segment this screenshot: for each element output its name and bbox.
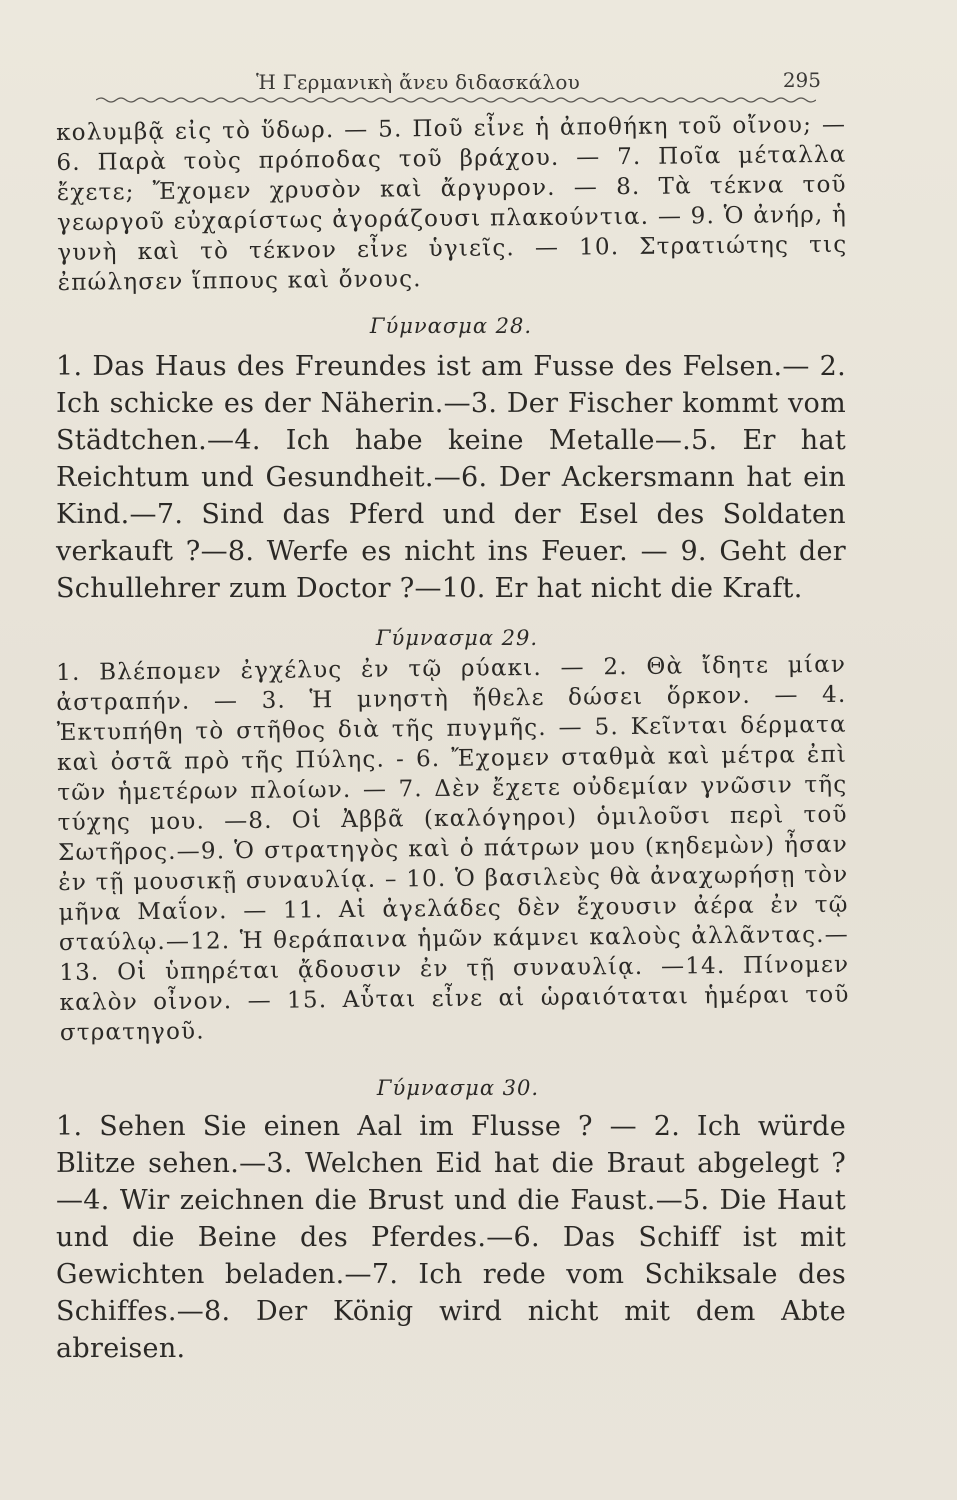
greek-exercise-continued: κολυμβᾷ εἰς τὸ ὕδωρ. — 5. Ποῦ εἶνε ἡ ἀποθήκη τοῦ οἴνου; — 6. Παρὰ τοὺς πρόποδας τοῦ βράχου. — 7. Ποῖα μέταλλα ἔχετε; Ἔχομεν χρυσὸν καὶ ἄργυρον. — 8. Τὰ τέκνα τοῦ γεωργοῦ εὐχαρίστως ἀγοράζουσι πλακούντια. — 9. Ὁ ἀνήρ, ἡ γυνὴ καὶ τὸ τέκνον εἶνε ὑγιεῖς. — 10. Στρατιώτης τις ἐπώλησεν ἵππους καὶ ὄνους.	[56, 111, 848, 296]
page-body	[56, 111, 850, 1364]
header-wavy-rule	[96, 96, 816, 104]
greek-exercise-29: 1. Βλέπομεν ἐγχέλυς ἐν τῷ ρύακι. — 2. Θὰ ἴδητε μίαν ἀστραπήν. — 3. Ἡ μνηστὴ ἤθελε δώσει ὅρκον. — 4. Ἐκτυπήθη τὸ στῆθος διὰ τῆς πυγμῆς. — 5. Κεῖνται δέρματα καὶ ὀστᾶ πρὸ τῆς Πύλης. - 6. Ἔχομεν σταθμὰ καὶ μέτρα ἐπὶ τῶν ἡμετέρων πλοίων. — 7. Δὲν ἔχετε οὐδεμίαν γνῶσιν τῆς τύχης μου. —8. Οἱ Ἀββᾶ (καλόγηροι) ὁμιλοῦσι περὶ τοῦ Σωτῆρος.—9. Ὁ στρατηγὸς καὶ ὁ πάτρων μου (κηδεμὼν) ἦσαν ἐν τῇ μουσικῇ συναυλίᾳ. – 10. Ὁ βασιλεὺς θὰ ἀναχωρήσῃ τὸν μῆνα Μαΐον. — 11. Αἱ ἀγελάδες δὲν ἔχουσιν ἀέρα ἐν τῷ σταύλῳ.—12. Ἡ θεράπαινα ἡμῶν κάμνει καλοὺς ἀλλᾶντας.—13. Οἱ ὑπηρέται ᾄδουσιν ἐν τῇ συναυλίᾳ. —14. Πίνομεν καλὸν οἶνον. — 15. Αὗται εἶνε αἱ ὡραιόταται ἡμέραι τοῦ στρατηγοῦ.	[56, 651, 850, 1046]
german-exercise-28: 1. Das Haus des Freundes ist am Fusse des Felsen.— 2. Ich schicke es der Näherin.—3. Der Fischer kommt vom Städtchen.—4. Ich habe keine Metalle—.5. Er hat Reichtum und Gesundheit.—6. Der Ackersmann hat ein Kind.—7. Sind das Pferd und der Esel des Soldaten verkauft ?—8. Werfe es nicht ins Feuer. — 9. Geht der Schullehrer zum Doctor ?—10. Er hat nicht die Kraft.	[56, 351, 846, 604]
exercise-heading-28: Γύμνασμα 28.	[369, 314, 533, 338]
german-exercise-30: 1. Sehen Sie einen Aal im Flusse ? — 2. Ich würde Blitze sehen.—3. Welchen Eid hat die Braut abgelegt ? —4. Wir zeichnen die Brust und die Faust.—5. Die Haut und die Beine des Pferdes.—6. Das Schiff ist mit Gewichten beladen.—7. Ich rede vom Schiksale des Schiffes.—8. Der König wird nicht mit dem Abte abreisen.	[56, 1111, 846, 1364]
exercise-heading-30: Γύμνασμα 30.	[376, 1076, 540, 1100]
running-title: Ἡ Γερμανικὴ ἄνευ διδασκάλου	[256, 70, 581, 94]
page-header	[96, 58, 821, 98]
page-number: 295	[782, 68, 821, 92]
exercise-heading-29: Γύμνασμα 29.	[375, 626, 539, 650]
